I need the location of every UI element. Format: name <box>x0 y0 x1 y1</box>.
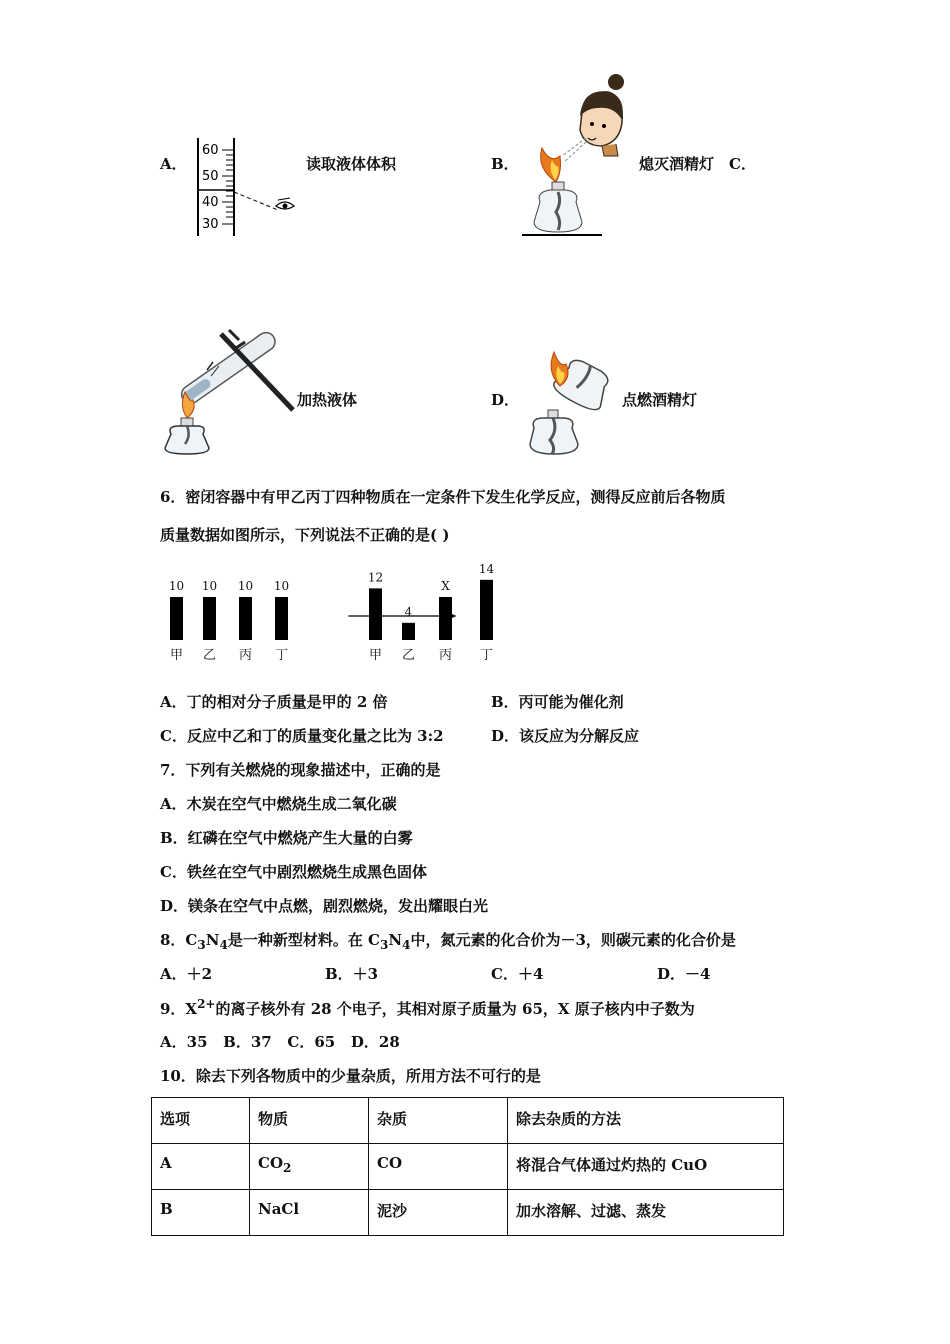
after-value-label: 12 <box>367 570 384 585</box>
q6-option-d: D．该反应为分解反应 <box>491 727 640 745</box>
after-value-label: 14 <box>478 561 495 576</box>
table-cell: 泥沙 <box>369 1190 508 1236</box>
table-cell: NaCl <box>250 1190 369 1236</box>
table-header-row <box>152 1098 784 1144</box>
before-bar-丙 <box>239 597 252 640</box>
option-d-text: 点燃酒精灯 <box>622 391 698 409</box>
before-value-label: 10 <box>237 579 254 593</box>
before-bar-甲 <box>170 597 183 640</box>
option-b-text: 熄灭酒精灯 <box>639 155 715 173</box>
table-row <box>152 1144 784 1190</box>
heating-test-tube-illustration <box>163 326 299 456</box>
after-category-label: 甲 <box>368 648 383 663</box>
table-cell: 加水溶解、过滤、蒸发 <box>508 1190 784 1236</box>
q10-stem: 10．除去下列各物质中的少量杂质，所用方法不可行的是 <box>160 1067 541 1085</box>
cylinder-tick-50: 50 <box>202 169 219 184</box>
q10-table <box>151 1097 784 1236</box>
table-header-cell: 杂质 <box>369 1098 508 1144</box>
after-bar-丙 <box>439 597 452 640</box>
eye-icon <box>276 198 294 209</box>
q7-option-d: D．镁条在空气中点燃，剧烈燃烧，发出耀眼白光 <box>160 897 489 915</box>
blowing-out-lamp-illustration <box>522 72 634 240</box>
option-c-text: 加热液体 <box>297 391 358 409</box>
chart-before-group <box>169 579 289 663</box>
q7-stem: 7．下列有关燃烧的现象描述中，正确的是 <box>160 761 441 779</box>
before-value-label: 10 <box>273 579 290 593</box>
cylinder-tick-30: 30 <box>202 217 219 232</box>
option-a-letter: A． <box>160 155 187 173</box>
after-bar-丁 <box>480 580 493 640</box>
table-header-cell: 物质 <box>250 1098 369 1144</box>
q9-stem: 9．$X^{2+}$的离子核外有 28 个电子，其相对原子质量为 65，X 原子核内中子数为 <box>160 997 695 1018</box>
q8-option-d: D．－4 <box>657 965 711 983</box>
q8-option-c: C．＋4 <box>491 965 544 983</box>
q9-options: A．35 B．37 C．65 D．28 <box>160 1033 400 1051</box>
q8-option-a: A．＋2 <box>160 965 213 983</box>
option-b-letter: B． <box>491 155 519 173</box>
before-bar-丁 <box>275 597 288 640</box>
before-value-label: 10 <box>168 579 185 593</box>
before-value-label: 10 <box>201 579 218 593</box>
cylinder-tick-40: 40 <box>202 195 219 210</box>
q6-option-a: A．丁的相对分子质量是甲的 2 倍 <box>160 693 388 711</box>
q6-stem-line2: 质量数据如图所示，下列说法不正确的是( ) <box>160 526 450 544</box>
option-c-letter: C． <box>729 155 756 173</box>
option-d-letter: D． <box>491 391 520 409</box>
graduated-cylinder-illustration <box>190 136 310 240</box>
after-bar-乙 <box>402 623 415 640</box>
q8-option-b: B．＋3 <box>325 965 379 983</box>
before-category-label: 丁 <box>274 648 289 663</box>
table-cell: A <box>152 1144 250 1190</box>
table-cell: 将混合气体通过灼热的 CuO <box>508 1144 784 1190</box>
table-cell: B <box>152 1190 250 1236</box>
table-header-cell: 选项 <box>152 1098 250 1144</box>
table-cell: CO <box>369 1144 508 1190</box>
before-category-label: 甲 <box>169 648 184 663</box>
before-bar-乙 <box>203 597 216 640</box>
after-bar-甲 <box>369 588 382 640</box>
q6-stem-line1: 6．密闭容器中有甲乙丙丁四种物质在一定条件下发生化学反应，测得反应前后各物质 <box>160 488 726 506</box>
option-a-text: 读取液体体积 <box>306 155 397 173</box>
q6-option-b: B．丙可能为催化剂 <box>491 693 624 711</box>
q6-option-c: C．反应中乙和丁的质量变化量之比为 3:2 <box>160 727 444 745</box>
after-category-label: 丁 <box>479 648 494 663</box>
after-category-label: 乙 <box>401 648 416 663</box>
chart-after-group <box>368 562 495 663</box>
after-category-label: 丙 <box>438 648 453 663</box>
before-category-label: 乙 <box>202 648 217 663</box>
table-header-cell: 除去杂质的方法 <box>508 1098 784 1144</box>
table-cell: $CO_2$ <box>250 1144 369 1190</box>
after-value-label: X <box>441 579 450 593</box>
q7-option-c: C．铁丝在空气中剧烈燃烧生成黑色固体 <box>160 863 427 881</box>
q7-option-b: B．红磷在空气中燃烧产生大量的白雾 <box>160 829 413 847</box>
lighting-lamp-with-lamp-illustration <box>522 346 622 458</box>
table-row <box>152 1190 784 1236</box>
before-category-label: 丙 <box>238 648 253 663</box>
q7-option-a: A．木炭在空气中燃烧生成二氧化碳 <box>160 795 397 813</box>
after-value-label: 4 <box>404 604 413 619</box>
cylinder-tick-60: 60 <box>202 143 219 158</box>
q8-stem: 8．$C_3N_4$是一种新型材料。在 $C_3N_4$中，氮元素的化合价为－3，则碳元素的化合价是 <box>160 931 736 952</box>
mass-bar-chart <box>160 552 520 667</box>
